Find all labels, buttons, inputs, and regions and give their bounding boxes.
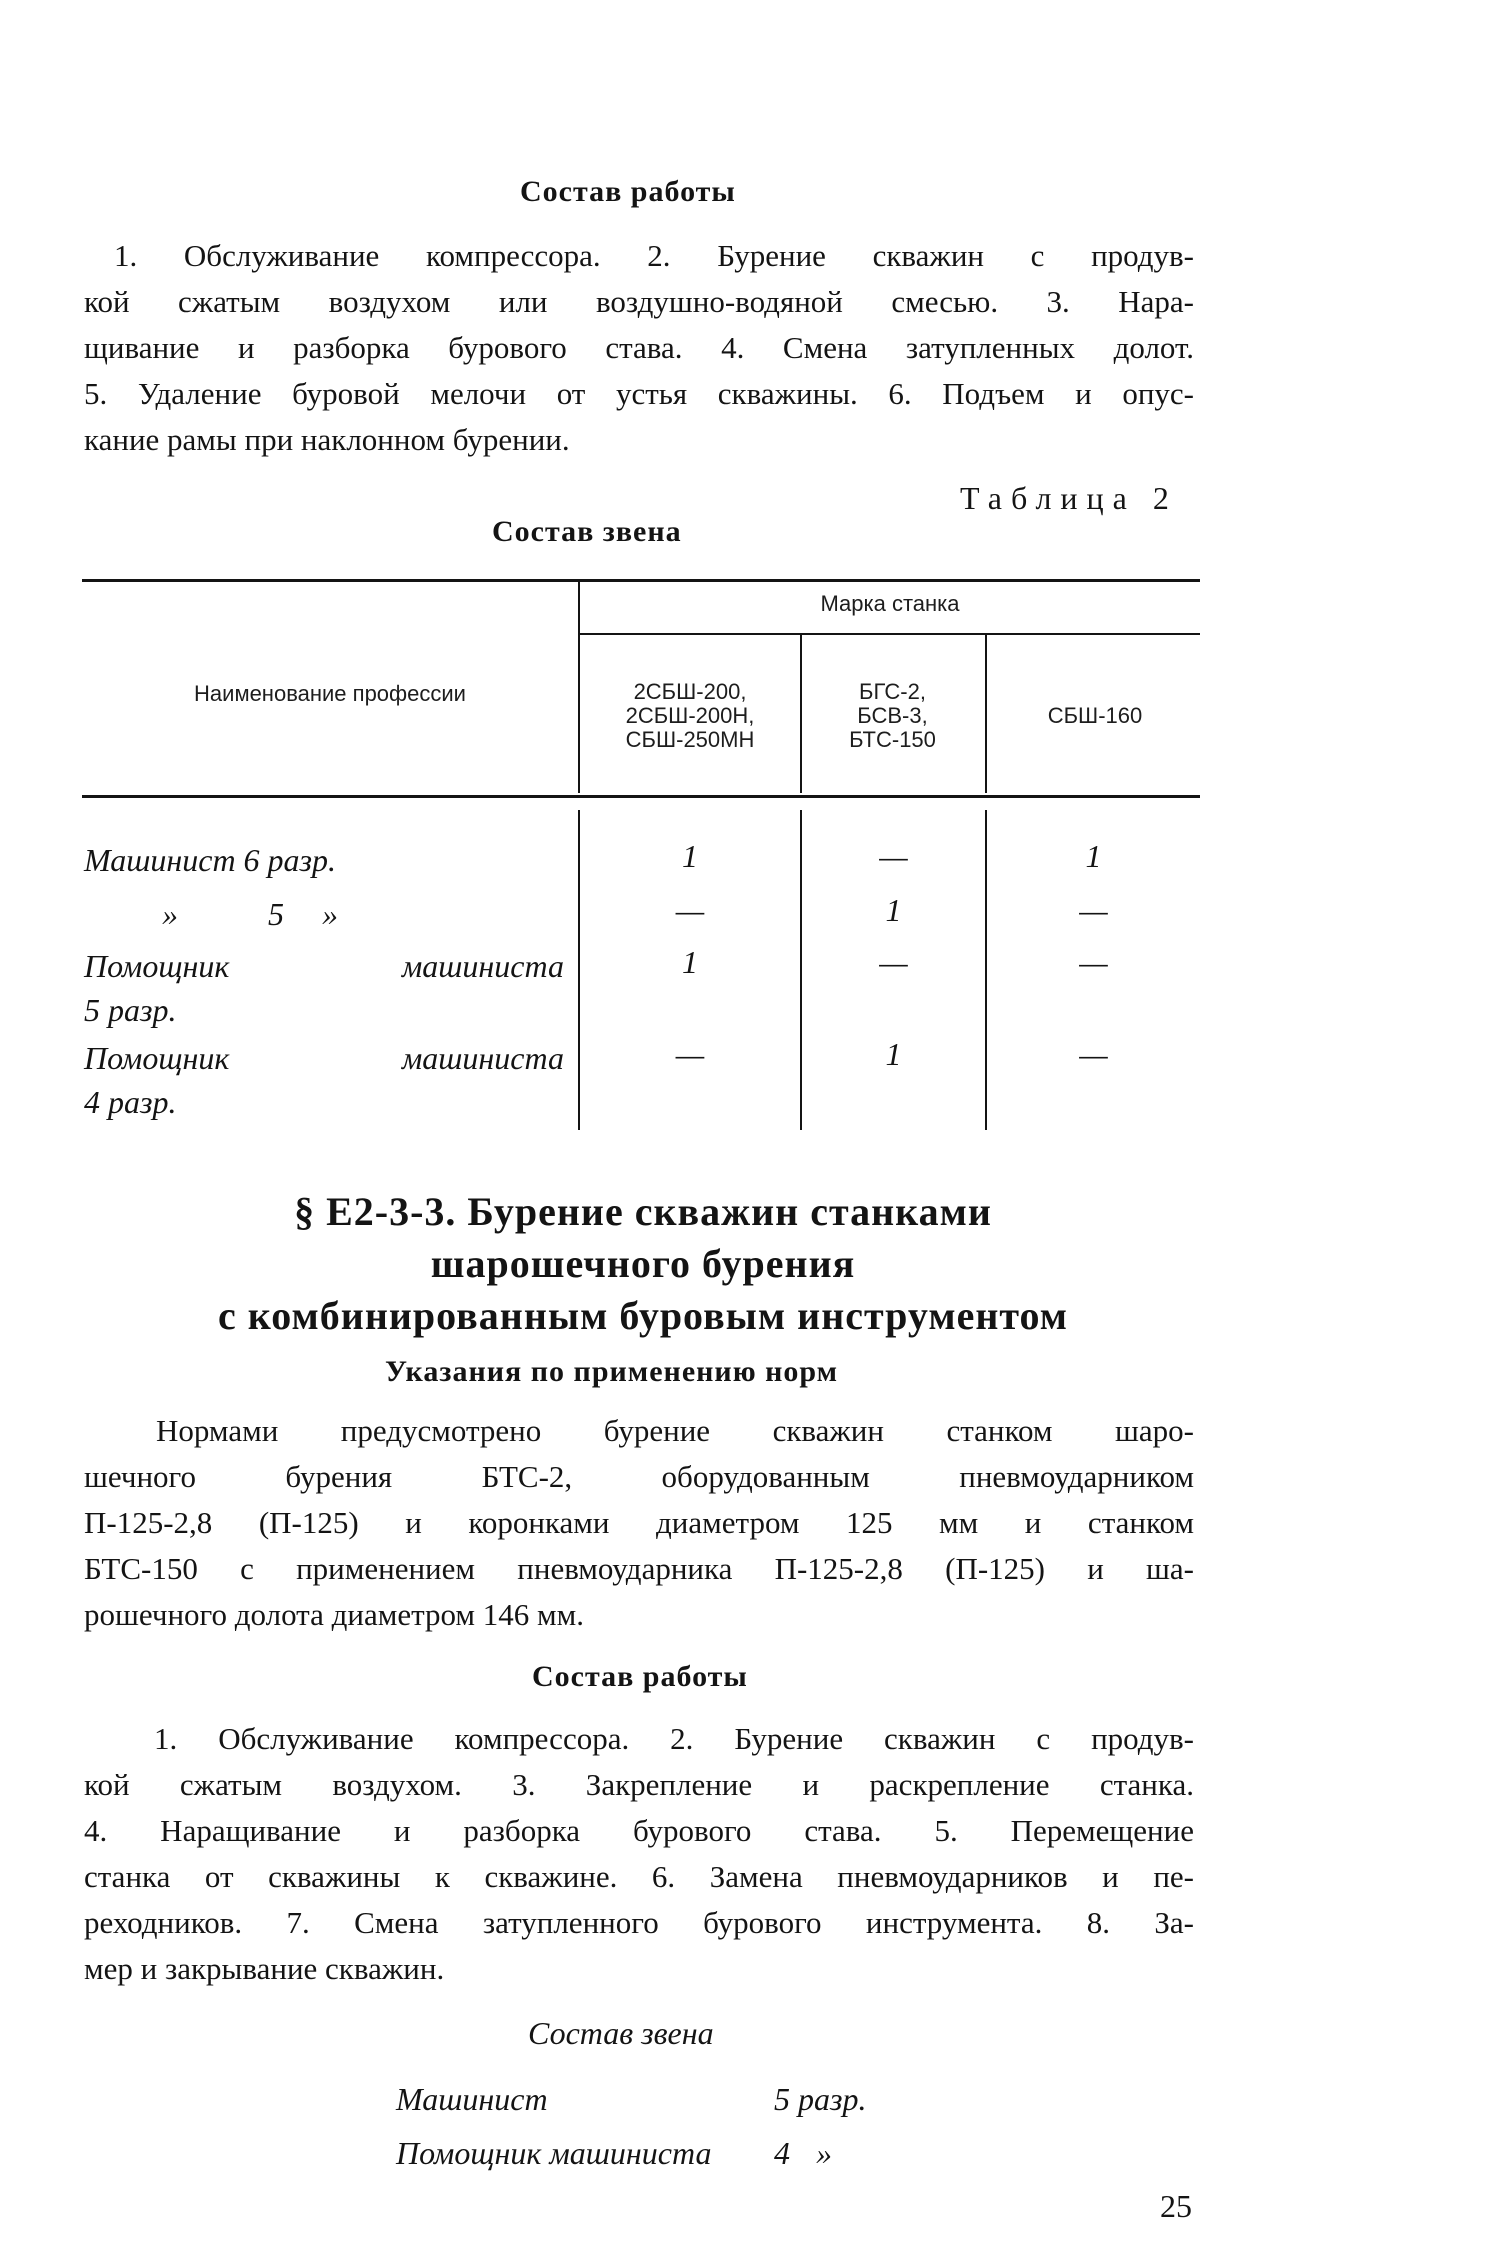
column-header-line: 2СБШ-200,: [633, 679, 747, 704]
table-cell: —: [675, 892, 705, 928]
work-composition-heading-2: Состав работы: [532, 1660, 748, 1693]
table-cell: 1: [1085, 838, 1102, 874]
table-cell: —: [879, 838, 908, 874]
table-cell: 1: [682, 944, 698, 980]
table-cell: —: [675, 1036, 705, 1072]
team-member-grade: 4 »: [774, 2135, 832, 2171]
text-line: мер и закрывание скважин.: [84, 1951, 445, 1986]
text-line: реходников. 7. Смена затупленного бурового инструмента. 8. За-: [84, 1905, 1194, 1940]
profession-header: Наименование профессии: [194, 681, 466, 706]
section-title-line: с комбинированным буровым инструментом: [218, 1293, 1068, 1338]
col-divider-1: [800, 633, 802, 793]
table-row-profession: [84, 1036, 564, 1124]
profession-grade: 5 разр.: [84, 992, 177, 1028]
table-row-profession: [84, 838, 564, 882]
profession-text: Машинист 6 разр.: [84, 842, 337, 878]
table-cell: —: [1079, 892, 1108, 928]
text-line: П-125-2,8 (П-125) и коронками диаметром 125 мм и станком: [84, 1505, 1194, 1540]
profession-text: машиниста: [401, 1040, 564, 1076]
column-header-line: БГС-2,: [859, 679, 926, 704]
text-line: кой сжатым воздухом. 3. Закрепление и раскрепление станка.: [84, 1767, 1194, 1802]
ditto-mark: »: [322, 896, 338, 932]
team-composition-heading-2: Состав звена: [528, 2015, 714, 2051]
text-line: 1. Обслуживание компрессора. 2. Бурение скважин с продув-: [154, 1721, 1194, 1756]
norms-heading: Указания по применению норм: [385, 1355, 839, 1388]
text-line: БТС-150 с применением пневмоударника П-125-2,8 (П-125) и ша-: [84, 1551, 1194, 1586]
table-cell: —: [1079, 944, 1108, 980]
brand-underline: [580, 633, 1200, 635]
profession-grade: 4 разр.: [84, 1084, 177, 1120]
team-list: [396, 2072, 916, 2180]
text-line: шечного бурения БТС-2, оборудованным пневмоударником: [84, 1459, 1194, 1494]
team-member-grade: 5 разр.: [774, 2081, 867, 2117]
column-header-line: СБШ-250МН: [625, 727, 755, 752]
text-line: рошечного долота диаметром 146 мм.: [84, 1597, 585, 1632]
team-composition-heading: Состав звена: [492, 515, 682, 548]
table-top-rule: [82, 579, 1200, 582]
profession-text: машиниста: [401, 948, 564, 984]
table-cell: 1: [885, 1036, 902, 1072]
column-header-line: БТС-150: [849, 727, 936, 752]
col-divider-2: [985, 633, 987, 793]
text-line: 4. Наращивание и разборка бурового става. 5. Перемещение: [84, 1813, 1194, 1848]
text-line: Нормами предусмотрено бурение скважин станком шаро-: [156, 1413, 1194, 1448]
text-line: щивание и разборка бурового става. 4. Смена затупленных долот.: [84, 330, 1194, 365]
team-member-profession: Помощник машиниста: [396, 2135, 712, 2171]
page-number: 25: [1160, 2188, 1192, 2224]
team-member-row: [396, 2072, 916, 2126]
text-line: 1. Обслуживание компрессора. 2. Бурение скважин с продув-: [114, 238, 1194, 273]
column-header-bgs: [805, 680, 980, 752]
column-header-line: 2СБШ-200Н,: [625, 703, 755, 728]
table-cell: 1: [682, 838, 698, 874]
norms-text: [84, 1408, 1194, 1638]
brand-header: Марка станка: [820, 591, 960, 616]
text-line: кой сжатым воздухом или воздушно-водяной смесью. 3. Нара-: [84, 284, 1194, 319]
table-cell: 1: [885, 892, 902, 928]
column-header-line: СБШ-160: [1047, 703, 1143, 728]
work-composition-text: [84, 233, 1194, 463]
text-line: 5. Удаление буровой мелочи от устья скважины. 6. Подъем и опус-: [84, 376, 1194, 411]
text-line: станка от скважины к скважине. 6. Замена пневмоударников и пе-: [84, 1859, 1194, 1894]
team-member-profession: Машинист: [396, 2081, 548, 2117]
text-line: кание рамы при наклонном бурении.: [84, 422, 570, 457]
section-title-line: шарошечного бурения: [430, 1241, 856, 1286]
table-row-profession: [84, 944, 564, 1032]
work-composition-heading: Состав работы: [520, 175, 736, 208]
section-title-line: § Е2-3-3. Бурение скважин станками: [294, 1189, 992, 1234]
ditto-mark: »: [162, 896, 178, 932]
grade-number: 5: [268, 896, 284, 932]
column-header-2sbsh: [585, 680, 795, 752]
table-caption: Таблица 2: [960, 480, 1178, 516]
column-header-line: БСВ-3,: [857, 703, 928, 728]
section-title: [84, 1186, 1202, 1342]
profession-text: Помощник: [84, 1040, 230, 1076]
work-composition-text-2: [84, 1716, 1194, 1992]
header-bottom-rule: [82, 795, 1200, 798]
profession-text: Помощник: [84, 948, 230, 984]
table-cell: —: [879, 944, 908, 980]
table-cell: —: [1079, 1036, 1108, 1072]
column-header-sbsh160: [990, 704, 1200, 728]
team-member-row: [396, 2126, 916, 2180]
